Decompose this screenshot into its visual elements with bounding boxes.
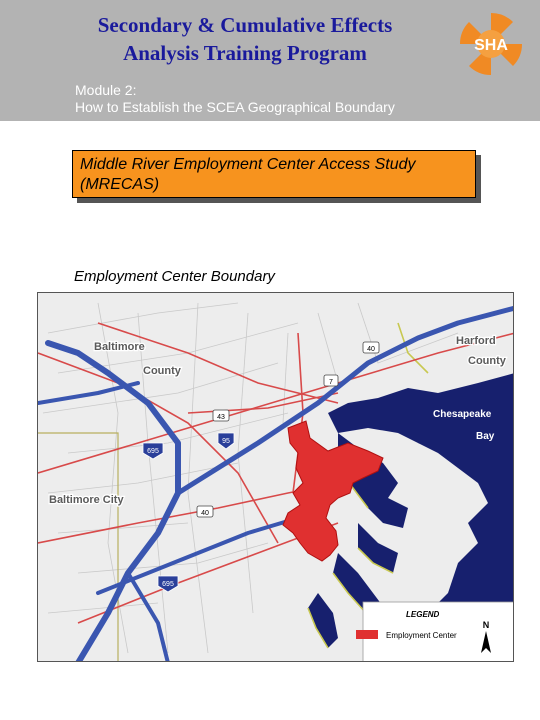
- label-baltimore-city: Baltimore City: [49, 494, 124, 506]
- map-canvas: [38, 293, 514, 662]
- map-legend: [356, 602, 514, 662]
- label-harford: Harford: [456, 335, 496, 347]
- shield-i695-top-label: 695: [147, 448, 159, 455]
- label-baltimore-county: County: [143, 365, 181, 377]
- sha-logo-icon: [456, 9, 526, 79]
- shield-i95-label: 95: [222, 438, 230, 445]
- shield-route-43-label: 43: [217, 414, 225, 421]
- study-callout-box: [72, 150, 476, 198]
- module-title: How to Establish the SCEA Geographical Boundary: [75, 99, 395, 115]
- map-caption: Employment Center Boundary: [74, 268, 275, 285]
- shield-route-40-mid: [197, 506, 213, 517]
- shield-route-7: [324, 375, 338, 386]
- title-line-1: Secondary & Cumulative Effects: [97, 13, 393, 37]
- label-baltimore: Baltimore: [94, 341, 145, 353]
- shield-i695-bottom-label: 695: [162, 581, 174, 588]
- module-heading: [75, 82, 395, 116]
- title-line-2: Analysis Training Program: [123, 41, 367, 65]
- boundary-map: [37, 292, 514, 662]
- shield-route-7-label: 7: [329, 379, 333, 386]
- legend-title: LEGEND: [406, 610, 440, 619]
- north-label: N: [482, 620, 490, 630]
- study-acronym: (MRECAS): [80, 176, 160, 193]
- legend-item-label: Employment Center: [386, 631, 457, 640]
- shield-route-40-mid-label: 40: [201, 510, 209, 517]
- label-bay: Bay: [476, 431, 495, 442]
- label-chesapeake: Chesapeake: [433, 409, 492, 420]
- module-number: Module 2:: [75, 82, 137, 98]
- slide-title: [60, 11, 430, 67]
- slide-header: [0, 0, 540, 121]
- study-name: Middle River Employment Center Access Study: [80, 156, 416, 173]
- shield-i40-top-label: 40: [367, 346, 375, 353]
- logo-text: SHA: [474, 37, 508, 54]
- shield-i40-top: [363, 342, 379, 353]
- label-harford-county: County: [468, 355, 506, 367]
- legend-swatch: [356, 630, 378, 639]
- shield-route-43: [213, 410, 229, 421]
